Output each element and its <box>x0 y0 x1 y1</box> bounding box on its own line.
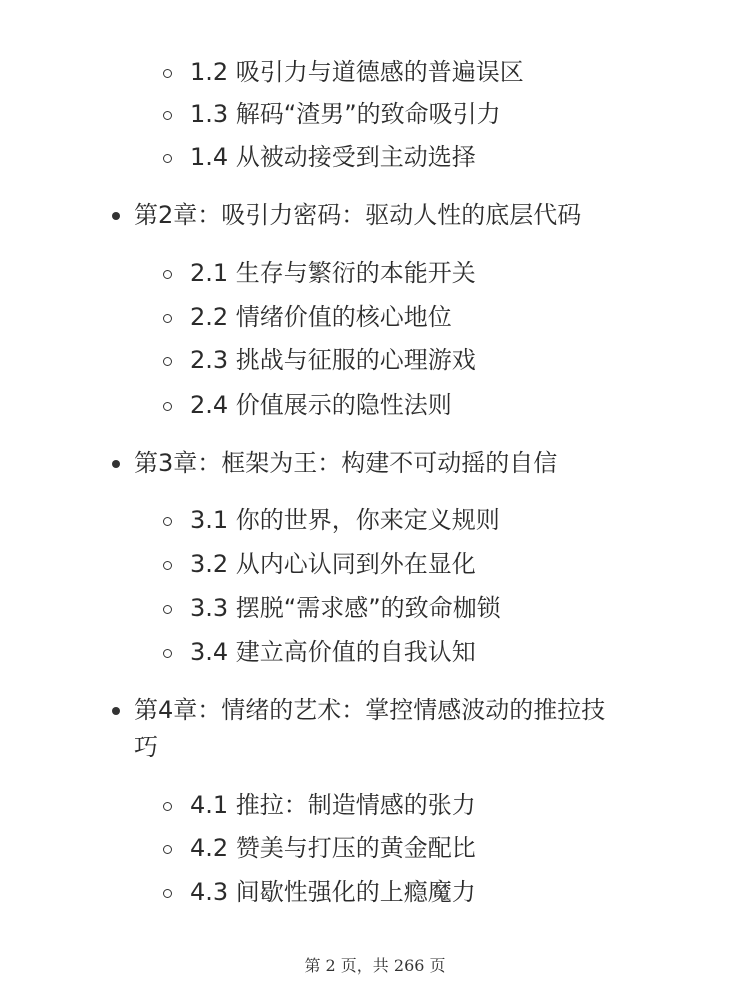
toc-section-item[interactable]: 2.4 价值展示的隐性法则 <box>190 391 452 419</box>
toc-section-item[interactable]: 3.3 摆脱“需求感”的致命枷锁 <box>190 594 501 622</box>
circle-bullet-icon <box>163 154 172 163</box>
toc-section-item[interactable]: 3.2 从内心认同到外在显化 <box>190 550 476 578</box>
filled-bullet-icon <box>112 460 120 468</box>
circle-bullet-icon <box>163 649 172 658</box>
circle-bullet-icon <box>163 517 172 526</box>
toc-section-item[interactable]: 3.1 你的世界，你来定义规则 <box>190 506 500 534</box>
circle-bullet-icon <box>163 314 172 323</box>
toc-section-item[interactable]: 1.2 吸引力与道德感的普遍误区 <box>190 58 524 86</box>
toc-section-item[interactable]: 2.1 生存与繁衍的本能开关 <box>190 259 476 287</box>
circle-bullet-icon <box>163 357 172 366</box>
toc-section-item[interactable]: 2.3 挑战与征服的心理游戏 <box>190 346 476 374</box>
circle-bullet-icon <box>163 270 172 279</box>
toc-chapter-item-continuation[interactable]: 巧 <box>134 733 158 761</box>
filled-bullet-icon <box>112 212 120 220</box>
filled-bullet-icon <box>112 707 120 715</box>
circle-bullet-icon <box>163 802 172 811</box>
toc-section-item[interactable]: 4.1 推拉：制造情感的张力 <box>190 791 476 819</box>
toc-chapter-item[interactable]: 第4章：情绪的艺术：掌控情感波动的推拉技 <box>134 696 606 724</box>
circle-bullet-icon <box>163 111 172 120</box>
toc-section-item[interactable]: 3.4 建立高价值的自我认知 <box>190 638 476 666</box>
circle-bullet-icon <box>163 889 172 898</box>
toc-section-item[interactable]: 1.3 解码“渣男”的致命吸引力 <box>190 100 501 128</box>
circle-bullet-icon <box>163 561 172 570</box>
circle-bullet-icon <box>163 402 172 411</box>
toc-section-item[interactable]: 4.2 赞美与打压的黄金配比 <box>190 834 476 862</box>
toc-section-item[interactable]: 4.3 间歇性强化的上瘾魔力 <box>190 878 476 906</box>
circle-bullet-icon <box>163 845 172 854</box>
toc-chapter-item[interactable]: 第3章：框架为王：构建不可动摇的自信 <box>134 449 558 477</box>
toc-section-item[interactable]: 2.2 情绪价值的核心地位 <box>190 303 452 331</box>
toc-section-item[interactable]: 1.4 从被动接受到主动选择 <box>190 143 476 171</box>
circle-bullet-icon <box>163 69 172 78</box>
page-number-footer: 第 2 页，共 266 页 <box>304 956 446 975</box>
circle-bullet-icon <box>163 605 172 614</box>
toc-chapter-item[interactable]: 第2章：吸引力密码：驱动人性的底层代码 <box>134 201 582 229</box>
